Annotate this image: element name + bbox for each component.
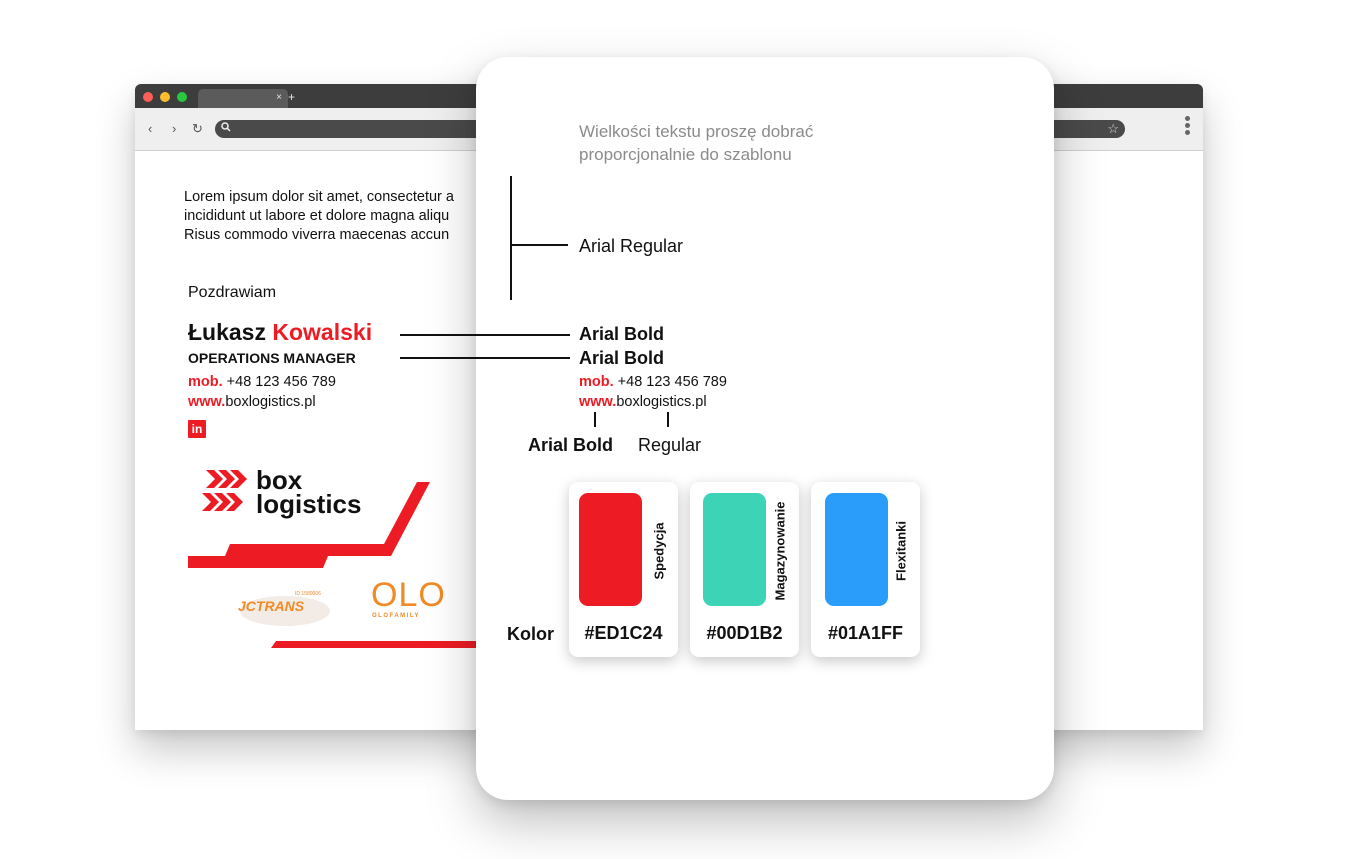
- hint-line: Wielkości tekstu proszę dobrać: [579, 122, 814, 141]
- sample-mob-label: mob.: [579, 374, 614, 390]
- minimize-window-button[interactable]: [160, 92, 170, 102]
- color-swatch: [703, 493, 766, 606]
- logo-text-box: box: [256, 465, 303, 495]
- new-tab-button[interactable]: +: [288, 90, 296, 104]
- website-domain: boxlogistics.pl: [225, 394, 316, 410]
- close-window-button[interactable]: [143, 92, 153, 102]
- signature-role: OPERATIONS MANAGER: [188, 350, 356, 366]
- linkedin-icon[interactable]: in: [188, 420, 206, 438]
- color-card-magazynowanie: [690, 482, 799, 657]
- www-label: www.: [188, 394, 226, 410]
- color-hex: #01A1FF: [827, 623, 904, 643]
- browser-tab[interactable]: [198, 89, 288, 108]
- body-bracket-line: [510, 176, 512, 300]
- logo-text-logistics: logistics: [256, 489, 362, 519]
- email-body-line: Risus commodo viverra maecenas accun: [184, 227, 450, 243]
- color-name: Spedycja: [651, 522, 667, 580]
- name-font-label: Arial Bold: [579, 324, 665, 344]
- kebab-menu-icon[interactable]: [1185, 114, 1191, 137]
- maximize-window-button[interactable]: [177, 92, 187, 102]
- hint-line: proporcjonalnie do szablonu: [579, 145, 792, 164]
- style-guide-card: [476, 57, 1054, 800]
- email-body-line: Lorem ipsum dolor sit amet, consectetur a: [184, 189, 454, 205]
- name-pointer-line: [400, 334, 570, 336]
- color-hex: #00D1B2: [706, 623, 783, 643]
- color-card-flexitanki: [811, 482, 920, 657]
- body-font-label: Arial Regular: [579, 236, 684, 256]
- domain-font-label: Regular: [638, 435, 702, 455]
- last-name: Kowalski: [272, 319, 373, 345]
- sample-website-domain: boxlogistics.pl: [616, 394, 707, 410]
- bold-pointer-tick: [594, 412, 596, 427]
- signature-website[interactable]: [188, 394, 316, 410]
- color-card-spedycja: [569, 482, 678, 657]
- color-heading: Kolor: [507, 624, 554, 644]
- reload-button[interactable]: ↻: [192, 121, 203, 136]
- mob-label: mob.: [188, 374, 223, 390]
- signature-phone: [188, 374, 336, 390]
- partner-jctrans-text: JCTRANS: [238, 598, 305, 614]
- star-icon[interactable]: ☆: [1107, 121, 1119, 136]
- color-hex: #ED1C24: [584, 623, 663, 643]
- email-body: [184, 188, 454, 245]
- regular-pointer-tick: [667, 412, 669, 427]
- sample-phone: [579, 374, 727, 390]
- sample-www-label: www.: [579, 394, 617, 410]
- partner-olo-subtext: OLOFAMILY: [372, 613, 420, 619]
- signature-name: [188, 319, 372, 346]
- color-name: Flexitanki: [893, 521, 909, 581]
- body-pointer-line: [510, 244, 568, 246]
- color-name: Magazynowanie: [772, 501, 788, 601]
- role-font-label: Arial Bold: [579, 348, 665, 368]
- phone-number: +48 123 456 789: [226, 374, 336, 390]
- forward-button[interactable]: ›: [172, 121, 177, 136]
- sample-website: [579, 394, 707, 410]
- www-font-label: Arial Bold: [528, 435, 614, 455]
- sample-phone-number: +48 123 456 789: [617, 374, 727, 390]
- color-swatch: [825, 493, 888, 606]
- size-hint: [579, 120, 813, 166]
- tab-close-icon[interactable]: ×: [276, 92, 282, 103]
- greeting: Pozdrawiam: [188, 284, 277, 301]
- company-logo-banner: [188, 460, 488, 660]
- first-name: Łukasz: [188, 319, 266, 345]
- chevron-logo-icon: [202, 470, 247, 511]
- email-body-line: incididunt ut labore et dolore magna aliqu: [184, 208, 450, 224]
- color-swatch: [579, 493, 642, 606]
- partner-jctrans-id: ID 1580006: [295, 591, 321, 597]
- search-icon: [221, 122, 231, 136]
- partner-olo-text: OLO: [371, 576, 446, 614]
- role-pointer-line: [400, 357, 570, 359]
- back-button[interactable]: ‹: [148, 121, 153, 136]
